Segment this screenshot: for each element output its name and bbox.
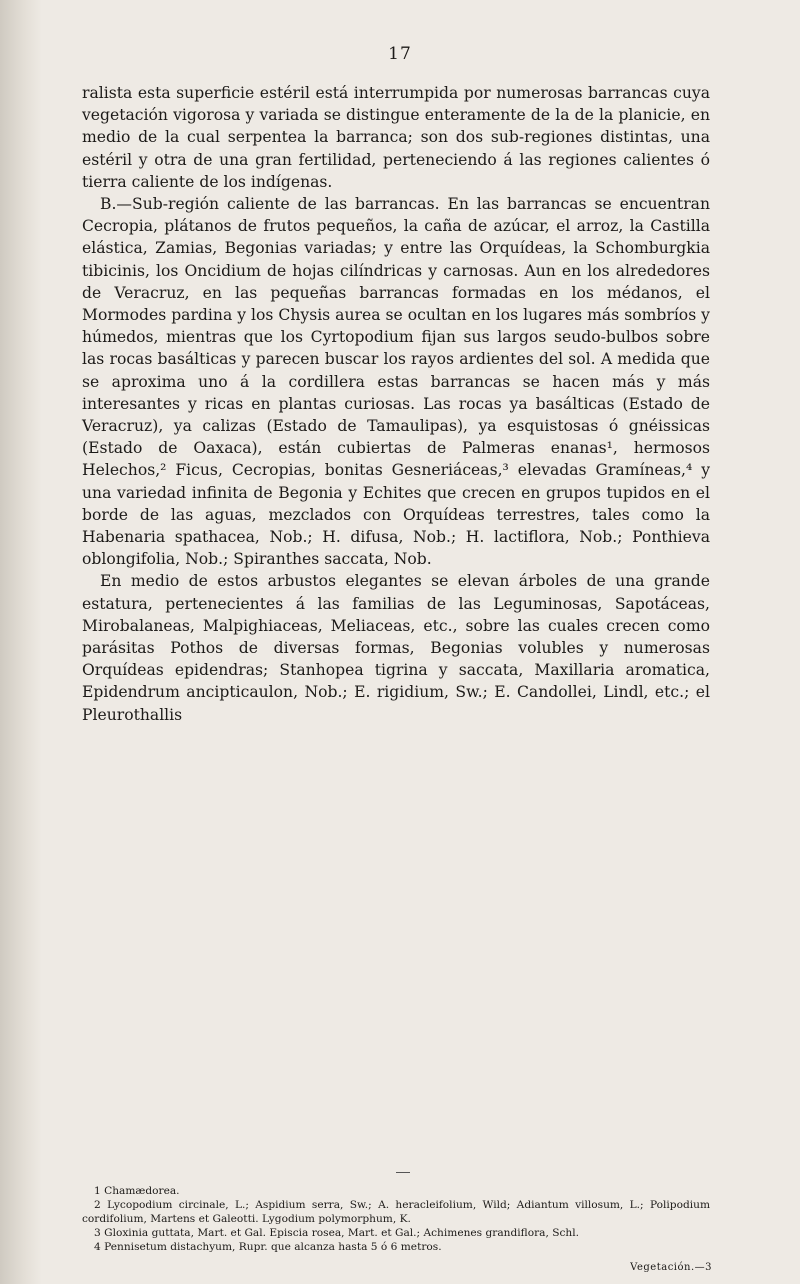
paragraph-subregion-b: B.—Sub-región caliente de las barrancas. En las barrancas se encuentran Cecropia, plátanos de frutos pequeños, la caña de azúcar, el arroz, la Castilla elástica, Zamias, Begonias variadas; y entre las Orquídeas, la Schomburgkia tibicinis, los Oncidium de hojas cilíndricas y carnosas. Aun en los alrededores de Veracruz, en las pequeñas barrancas formadas en los médanos, el Mormodes pardina y los Chysis aurea se ocultan en los lugares más sombríos y húmedos, mientras que los Cyrtopodium fijan sus largos seudo-bulbos sobre las rocas basálticas y parecen buscar los rayos ardientes del sol. A medida que se aproxima uno á la cordillera estas barrancas se hacen más y más interesantes y ricas en plantas curiosas. Las rocas ya basálticas (Estado de Veracruz), ya calizas (Estado de Tamaulipas), ya esquistosas ó gnéissicas (Estado de Oaxaca), están cubiertas de Palmeras enanas¹, hermosos Helechos,² Ficus, Cecropias, bonitas Gesneriáceas,³ elevadas Gramíneas,⁴ y una variedad infinita de Begonia y Echites que crecen en grupos tupidos en el borde de las aguas, mezclados con Orquídeas terrestres, tales como la Habenaria spathacea, Nob.; H. difusa, Nob.; H. lactiflora, Nob.; Ponthieva oblongifolia, Nob.; Spiranthes saccata, Nob. [82, 195, 710, 569]
footnote-1: 1 Chamædorea. [94, 1185, 180, 1197]
paragraph-continuation: ralista esta superficie estéril está interrumpida por numerosas barrancas cuya vegetación vigorosa y variada se distingue enteramente de la de la planicie, en medio de la cual serpentea la barranca; son dos sub-regiones distintas, una estéril y otra de una gran fertilidad, perteneciendo á las regiones calientes ó tierra caliente de los indígenas. [82, 84, 710, 191]
footnote-2: 2 Lycopodium circinale, L.; Aspidium serra, Sw.; A. heracleifolium, Wild; Adiantum villosum, L.; Polipodium cordifolium, Martens et Galeotti. Lygodium polymorphum, K. [82, 1199, 710, 1225]
paragraph-trees: En medio de estos arbustos elegantes se elevan árboles de una grande estatura, pertenecientes á las familias de las Leguminosas, Sapotáceas, Mirobalaneas, Malpighiaceas, Meliaceas, etc., sobre las cuales crecen como parásitas Pothos de diversas formas, Begonias volubles y numerosas Orquídeas epidendras; Stanhopea tigrina y saccata, Maxillaria aromatica, Epidendrum ancipticaulon, Nob.; E. rigidium, Sw.; E. Candollei, Lindl, etc.; el Pleurothallis [82, 572, 710, 724]
page-edge-shadow [0, 0, 42, 1284]
footnote-4: 4 Pennisetum distachyum, Rupr. que alcanza hasta 5 ó 6 metros. [94, 1241, 442, 1253]
printer-signature: Vegetación.—3 [630, 1262, 712, 1273]
page-number: 17 [388, 44, 412, 64]
footnote-3: 3 Gloxinia guttata, Mart. et Gal. Episcia rosea, Mart. et Gal.; Achimenes grandiflora, Schl. [94, 1227, 579, 1239]
body-text [82, 82, 710, 726]
footnote-rule [396, 1172, 410, 1173]
footnotes [82, 1184, 710, 1254]
